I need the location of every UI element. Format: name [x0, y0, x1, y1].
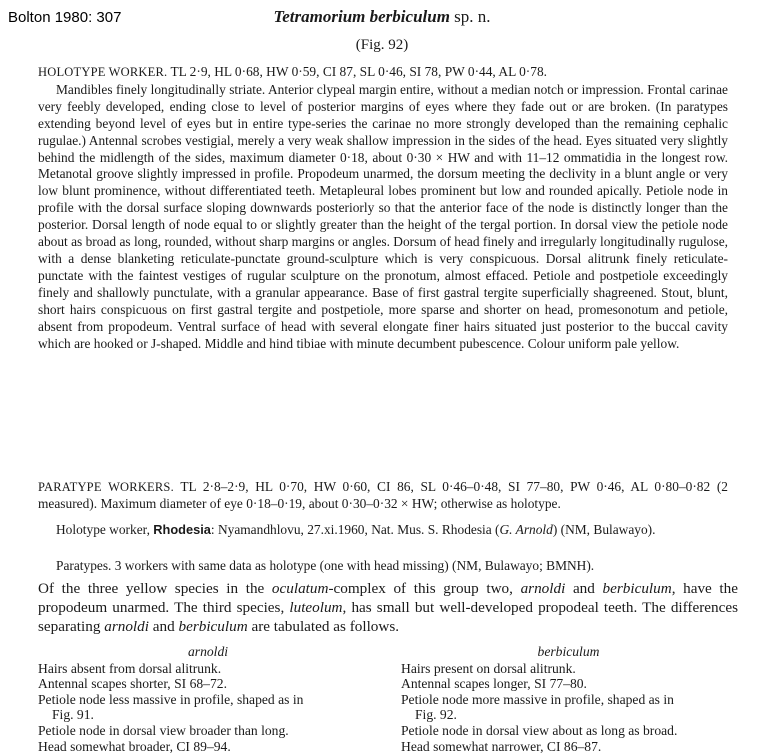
comparison-column-arnoldi [38, 644, 378, 754]
discussion-text-4: , have the propodeum unarmed. The third species, [38, 580, 738, 616]
comparison-row: Fig. 92. [415, 707, 457, 723]
discussion-text-3: and [565, 580, 603, 597]
comparison-header-berbiculum: berbiculum [537, 644, 600, 659]
comparison-row: Head somewhat broader, CI 89–94. [38, 738, 231, 754]
figure-reference: (Fig. 92) [355, 37, 409, 53]
discussion-species-5: berbiculum [178, 618, 248, 635]
holotype-material-end: ) (NM, Bulawayo). [552, 522, 656, 537]
comparison-row: Antennal scapes shorter, SI 68–72. [38, 676, 227, 692]
comparison-row: Hairs absent from dorsal alitrunk. [38, 660, 222, 676]
discussion-species-1: arnoldi [520, 580, 566, 597]
comparison-row: Antennal scapes longer, SI 77–80. [401, 676, 587, 692]
citation-label: Bolton 1980: 307 [8, 9, 122, 26]
species-title [0, 7, 764, 27]
holotype-measurements: TL 2·9, HL 0·68, HW 0·59, CI 87, SL 0·46, SI 78, PW 0·44, AL 0·78. [170, 64, 547, 79]
discussion-species-4: arnoldi [104, 618, 149, 635]
comparison-row: Fig. 91. [52, 707, 94, 723]
discussion-text-7: are tabulated as follows. [247, 618, 400, 635]
paratype-description [38, 479, 728, 513]
species-name: Tetramorium berbiculum [273, 7, 450, 26]
comparison-header-arnoldi: arnoldi [187, 644, 229, 659]
comparison-row: Hairs present on dorsal alitrunk. [401, 660, 576, 676]
paratype-material [38, 558, 728, 575]
paratype-text: TL 2·8–2·9, HL 0·70, HW 0·60, CI 86, SL 0·46–0·48, SI 77–80, PW 0·46, AL 0·80–0·82 (2 measured). Maximum diameter of eye 0·18–0·19, about 0·30–0·32 × HW; otherwise as holotype. [38, 479, 728, 511]
holotype-locality: Rhodesia [153, 522, 211, 537]
discussion-species-3: luteolum [289, 599, 343, 616]
discussion-text-1: Of the three yellow species in the [38, 580, 272, 597]
discussion-species-2: berbiculum [602, 580, 672, 597]
species-suffix: sp. n. [454, 7, 491, 26]
comparison-column-berbiculum [401, 644, 736, 754]
discussion-paragraph [38, 579, 738, 636]
discussion-text-5: , has small but well-developed propodeal teeth. The differences separating [38, 599, 738, 635]
paratype-label: PARATYPE WORKERS. [38, 480, 174, 494]
holotype-material [38, 522, 728, 539]
holotype-material-text: : Nyamandhlovu, 27.xi.1960, Nat. Mus. S. Rhodesia ( [210, 522, 500, 537]
holotype-material-prefix: Holotype worker, [56, 522, 150, 537]
holotype-label: HOLOTYPE WORKER. [38, 65, 168, 79]
comparison-row: Petiole node more massive in profile, shaped as in [401, 691, 674, 707]
comparison-row: Petiole node in dorsal view broader than long. [38, 722, 289, 738]
paratype-material-text: Paratypes. 3 workers with same data as holotype (one with head missing) (NM, Bulawayo; BMNH). [56, 558, 595, 573]
holotype-description [38, 64, 728, 352]
comparison-row: Head somewhat narrower, CI 86–87. [401, 738, 602, 754]
discussion-complex-name: oculatum [271, 580, 329, 597]
discussion-text-6: and [148, 618, 179, 635]
comparison-row: Petiole node in dorsal view about as long as broad. [401, 722, 678, 738]
holotype-body: Mandibles finely longitudinally striate. Anterior clypeal margin entire, without a median notch or impression. Frontal carinae very feebly developed, ending close to level of posterior margins of eyes where they fade out or are broken. (In paratypes extending beyond level of eyes but in entire type-series the carinae no more strongly developed than the remaining cephalic rugulae.) Antennal scrobes vestigial, merely a very weak shallow impression in the sides of the head. Eyes situated very slightly behind the midlength of the sides, maximum diameter 0·18, about 0·30 × HW and with 11–12 ommatidia in the longest row. Metanotal groove slightly impressed in profile. Propodeum unarmed, the dorsum meeting the declivity in a blunt angle or very low blunt prominence, without differentiated teeth. Metapleural lobes prominent but low and rounded apically. Petiole node in profile with the dorsal surface sloping downwards posteriorly so that the anterior face of the node is distinctly longer than the posterior. Dorsal length of node equal to or slightly greater than the height of the tergal portion. In dorsal view the petiole node about as broad as long, rounded, without sharp margins or angles. Dorsum of head finely and irregularly longitudinally rugulose, with a dense blanketing reticulate-punctate ground-sculpture which is very conspicuous. Dorsal alitrunk finely reticulate-punctate with the faintest vestiges of rugular sculpture on the pronotum, almost effaced. Petiole and postpetiole exceedingly finely and shallowly punctulate, with a granular appearance. Base of first gastral tergite superficially shagreened. Stout, blunt, short hairs conspicuous on first gastral tergite and postpetiole, more sparse and shorter on head, promesonotum and petiole, absent from propodeum. Ventral surface of head with several elongate finer hairs situated just posterior to the buccal cavity which are hooked or J-shaped. Middle and hind tibiae with minute decumbent pubescence. Colour uniform pale yellow. [38, 81, 728, 351]
holotype-collector: G. Arnold [499, 522, 553, 537]
discussion-text-2: -complex of this group two, [328, 580, 521, 597]
comparison-row: Petiole node less massive in profile, shaped as in [38, 691, 304, 707]
